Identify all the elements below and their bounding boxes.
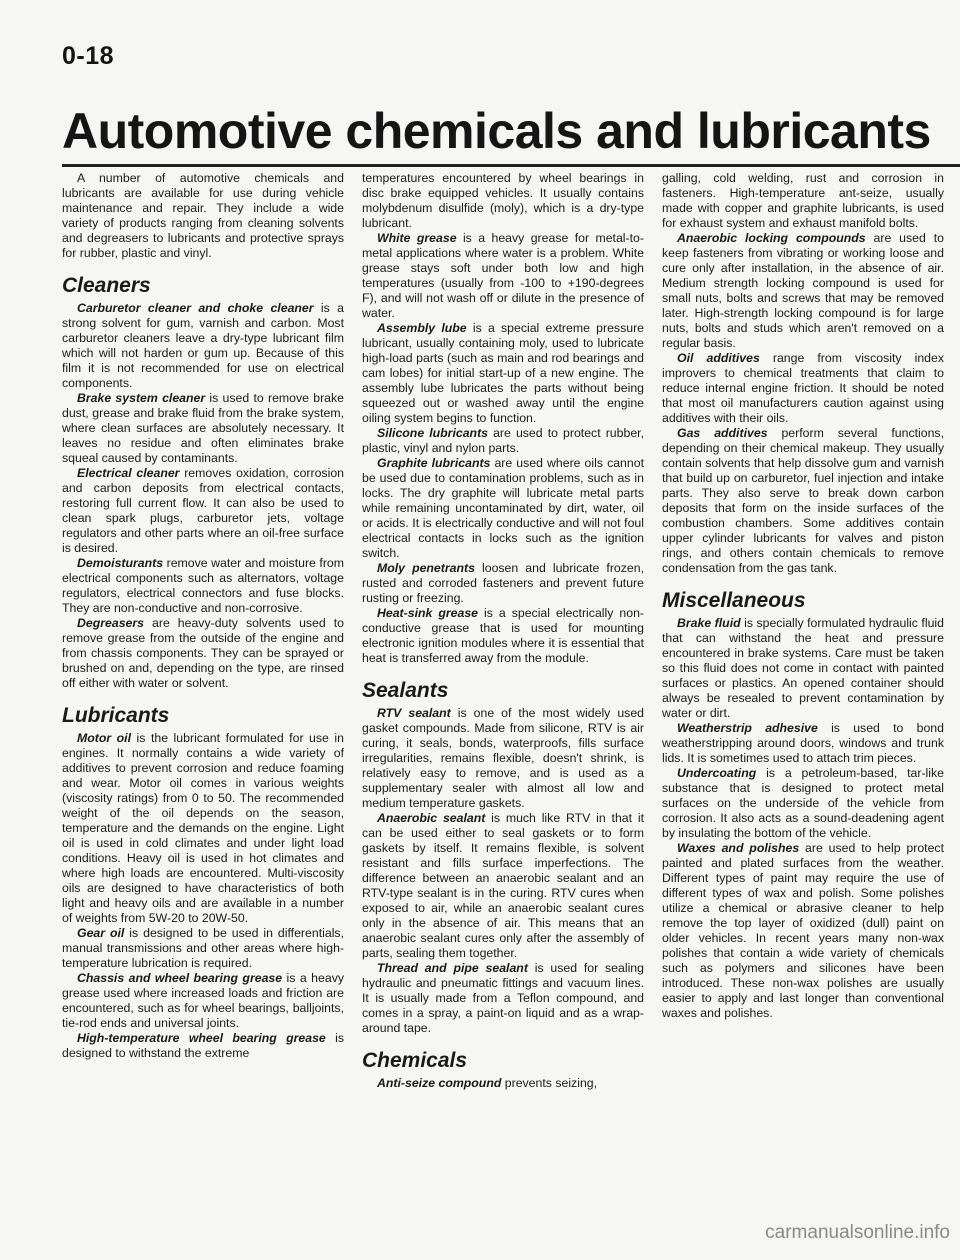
term: RTV sealant xyxy=(377,706,451,720)
heading-chemicals: Chemicals xyxy=(362,1049,468,1072)
paragraph-gas-additives xyxy=(662,426,944,576)
column-1 xyxy=(62,171,344,1206)
paragraph-oil-additives xyxy=(662,351,944,426)
article-body xyxy=(62,171,944,1206)
paragraph-text: is designed to withstand the extreme xyxy=(62,1031,344,1060)
term: Waxes and polishes xyxy=(677,841,800,855)
intro-paragraph: A number of automotive chemicals and lubricants are available for use during vehicle maintenance and repair. They include a wide variety of products ranging from cleaning solvents and degreasers to lubricants and protective sprays for rubber, plastic and vinyl. xyxy=(62,171,344,260)
paragraph-anaerobic-locking xyxy=(662,231,944,351)
term: Degreasers xyxy=(77,616,144,630)
title-rule xyxy=(62,164,960,167)
paragraph-weatherstrip-adhesive xyxy=(662,721,944,766)
term: Carburetor cleaner and choke cleaner xyxy=(77,301,314,315)
heading-sealants: Sealants xyxy=(362,679,449,702)
term: Demoisturants xyxy=(77,556,164,570)
paragraph-electrical-cleaner xyxy=(62,466,344,556)
paragraph-anti-seize xyxy=(362,1076,644,1091)
paragraph-continued: galling, cold welding, rust and corrosion in fasteners. High-temperature ant-seize, usually made with copper and graphite lubricants, is used for exhaust system and exhaust manifold bolts. xyxy=(662,171,944,230)
paragraph-graphite-lubricants xyxy=(362,456,644,561)
paragraph-text: is used to bond weatherstripping around doors, windows and trunk lids. It is sometimes used to attach trim pieces. xyxy=(662,721,944,765)
paragraph-text: is specially formulated hydraulic fluid that can withstand the heat and pressure encountered in brake systems. Care must be taken so this fluid does not come in contact with painted surfaces or plastics. An opened container should always be resealed to prevent contamination by water or dirt. xyxy=(662,616,944,720)
paragraph-demoisturants xyxy=(62,556,344,616)
paragraph-undercoating xyxy=(662,766,944,841)
term: Thread and pipe sealant xyxy=(377,961,528,975)
paragraph-text: loosen and lubricate frozen, rusted and corroded fasteners and prevent future rusting or freezing. xyxy=(362,561,644,605)
term: Silicone lubricants xyxy=(377,426,488,440)
paragraph-moly-penetrants xyxy=(362,561,644,606)
paragraph-text: is used for sealing hydraulic and pneumatic fittings and vacuum lines. It is usually made from a Teflon compound, and comes in a spray, a paint-on liquid and as a wrap-around tape. xyxy=(362,961,644,1035)
paragraph-waxes-polishes xyxy=(662,841,944,1021)
paragraph-text: are used to protect rubber, plastic, vinyl and nylon parts. xyxy=(362,426,644,455)
paragraph-text: is a petroleum-based, tar-like substance that is designed to protect metal surfaces on the underside of the vehicle from corrosion. It also acts as a sound-deadening agent by insulating the bottom of the vehicle. xyxy=(662,766,944,840)
paragraph-text: is a heavy grease for metal-to-metal applications where water is a problem. White grease stays soft under both low and high temperatures (usually from -100 to +190-degrees F), and will not wash off or dilute in the presence of water. xyxy=(362,231,644,320)
term: Assembly lube xyxy=(377,321,467,335)
paragraph-heat-sink-grease xyxy=(362,606,644,666)
paragraph-text: remove water and moisture from electrical components such as alternators, voltage regulators, electrical connectors and fuse blocks. They are non-conductive and non-corrosive. xyxy=(62,556,344,615)
paragraph-text: are used to keep fasteners from vibrating or working loose and cure only after installation, in the absence of air. Medium strength locking compound is used for small nuts, bolts and screws that may be removed later. High-strength locking compound is for large nuts, bolts and studs which aren't removed on a regular basis. xyxy=(662,231,944,350)
paragraph-text: is much like RTV in that it can be used either to seal gaskets or to form gaskets by itself. It remains flexible, is solvent resistant and fills surface imperfections. The difference between an anaerobic sealant and an RTV-type sealant is in the curing. RTV cures when exposed to air, while an anaerobic sealant cures only in the absence of air. This means that an anaerobic sealant cures only after the assembly of parts, sealing them together. xyxy=(362,811,644,960)
paragraph-text: range from viscosity index improvers to chemical treatments that claim to reduce internal engine friction. It should be noted that most oil manufacturers caution against using additives with their oils. xyxy=(662,351,944,425)
heading-miscellaneous: Miscellaneous xyxy=(662,589,806,612)
term: Anaerobic locking compounds xyxy=(677,231,866,245)
paragraph-text: are heavy-duty solvents used to remove grease from the outside of the engine and from chassis components. They can be sprayed or brushed on and, depending on the type, are rinsed off either with water or solvent. xyxy=(62,616,344,690)
column-2 xyxy=(362,171,644,1206)
paragraph-motor-oil xyxy=(62,731,344,926)
term: Heat-sink grease xyxy=(377,606,479,620)
heading-lubricants: Lubricants xyxy=(62,704,170,727)
term: Gas additives xyxy=(677,426,768,440)
paragraph-chassis-grease xyxy=(62,971,344,1031)
paragraph-text: is designed to be used in differentials, manual transmissions and other areas where high-temperature lubrication is required. xyxy=(62,926,344,970)
page-number: 0-18 xyxy=(62,42,115,70)
paragraph-text: prevents seizing, xyxy=(501,1076,598,1090)
paragraph-anaerobic-sealant xyxy=(362,811,644,961)
paragraph-degreasers xyxy=(62,616,344,691)
paragraph-text: are used where oils cannot be used due to contamination problems, such as in locks. The dry graphite will lubricate metal parts while remaining uncontaminated by dirt, water, oil or acids. It is electrically conductive and will not foul electrical contacts in locks such as the ignition switch. xyxy=(362,456,644,560)
heading-cleaners: Cleaners xyxy=(62,274,151,297)
paragraph-white-grease xyxy=(362,231,644,321)
paragraph-text: is a strong solvent for gum, varnish and carbon. Most carburetor cleaners leave a dry-type lubricant film which will not harden or gum up. Because of this film it is not recommended for use on electrical components. xyxy=(62,301,344,390)
paragraph-high-temp-grease xyxy=(62,1031,344,1061)
paragraph-gear-oil xyxy=(62,926,344,971)
term: Oil additives xyxy=(677,351,760,365)
column-3 xyxy=(662,171,944,1206)
term: Chassis and wheel bearing grease xyxy=(77,971,283,985)
paragraph-continued: temperatures encountered by wheel bearings in disc brake equipped vehicles. It usually contains molybdenum disulfide (moly), which is a dry-type lubricant. xyxy=(362,171,644,230)
paragraph-text: is a heavy grease used where increased loads and friction are encountered, such as for wheel bearings, balljoints, tie-rod ends and universal joints. xyxy=(62,971,344,1030)
paragraph-brake-cleaner xyxy=(62,391,344,466)
paragraph-carburetor-cleaner xyxy=(62,301,344,391)
term: Moly penetrants xyxy=(377,561,475,575)
term: Undercoating xyxy=(677,766,757,780)
paragraph-text: is one of the most widely used gasket compounds. Made from silicone, RTV is air curing, it seals, bonds, waterproofs, fills surface irregularities, remains flexible, doesn't shrink, is relatively easy to remove, and is used as a supplementary sealer with almost all low and medium temperature gaskets. xyxy=(362,706,644,810)
paragraph-text: is the lubricant formulated for use in engines. It normally contains a wide variety of additives to prevent corrosion and reduce foaming and wear. Motor oil comes in various weights (viscosity ratings) from 0 to 50. The recommended weight of the oil depends on the season, temperature and the demands on the engine. Light oil is used in cold climates and under light load conditions. Heavy oil is used in hot climates and where high loads are encountered. Multi-viscosity oils are designed to have characteristics of both light and heavy oils and are available in a number of weights from 5W-20 to 20W-50. xyxy=(62,731,344,925)
paragraph-text: perform several functions, depending on their chemical makeup. They usually contain solvents that help dissolve gum and varnish that build up on carburetor, fuel injection and intake parts. They also serve to break down carbon deposits that form on the inside surfaces of the combustion chambers. Some additives contain upper cylinder lubricants for valves and piston rings, and others contain chemicals to remove condensation from the gas tank. xyxy=(662,426,944,575)
paragraph-text: removes oxidation, corrosion and carbon deposits from electrical contacts, restoring full current flow. It can also be used to clean spark plugs, carburetor jets, voltage regulators and other parts where an oil-free surface is desired. xyxy=(62,466,344,555)
term: Graphite lubricants xyxy=(377,456,491,470)
paragraph-text: is a special extreme pressure lubricant, usually containing moly, used to lubricate high-load parts (such as main and rod bearings and cam lobes) for initial start-up of a new engine. The assembly lube lubricates the parts without being squeezed out or washed away until the engine oiling system begins to function. xyxy=(362,321,644,425)
term: Brake fluid xyxy=(677,616,741,630)
term: Anti-seize compound xyxy=(377,1076,502,1090)
term: Weatherstrip adhesive xyxy=(677,721,818,735)
paragraph-assembly-lube xyxy=(362,321,644,426)
page-title: Automotive chemicals and lubricants xyxy=(62,103,931,159)
term: High-temperature wheel bearing grease xyxy=(77,1031,326,1045)
watermark-text: carmanualsonline.info xyxy=(765,1222,950,1243)
paragraph-text: are used to help protect painted and plated surfaces from the weather. Different types of paint may require the use of different types of wax and polish. Some polishes utilize a chemical or abrasive cleaner to help remove the top layer of oxidized (dull) paint on older vehicles. In recent years many non-wax polishes that contain a wide variety of chemicals such as polymers and silicones have been introduced. These non-wax polishes are usually easier to apply and last longer than conventional waxes and polishes. xyxy=(662,841,944,1020)
term: Motor oil xyxy=(77,731,132,745)
paragraph-brake-fluid xyxy=(662,616,944,721)
term: Gear oil xyxy=(77,926,125,940)
paragraph-silicone-lubricants xyxy=(362,426,644,456)
term: White grease xyxy=(377,231,457,245)
paragraph-text: is a special electrically non-conductive grease that is used for mounting electronic ignition modules where it is essential that heat is transferred away from the module. xyxy=(362,606,644,665)
term: Brake system cleaner xyxy=(77,391,206,405)
paragraph-rtv-sealant xyxy=(362,706,644,811)
paragraph-thread-sealant xyxy=(362,961,644,1036)
term: Anaerobic sealant xyxy=(377,811,486,825)
paragraph-text: is used to remove brake dust, grease and brake fluid from the brake system, where clean surfaces are absolutely necessary. It leaves no residue and often eliminates brake squeal caused by contaminants. xyxy=(62,391,344,465)
term: Electrical cleaner xyxy=(77,466,180,480)
